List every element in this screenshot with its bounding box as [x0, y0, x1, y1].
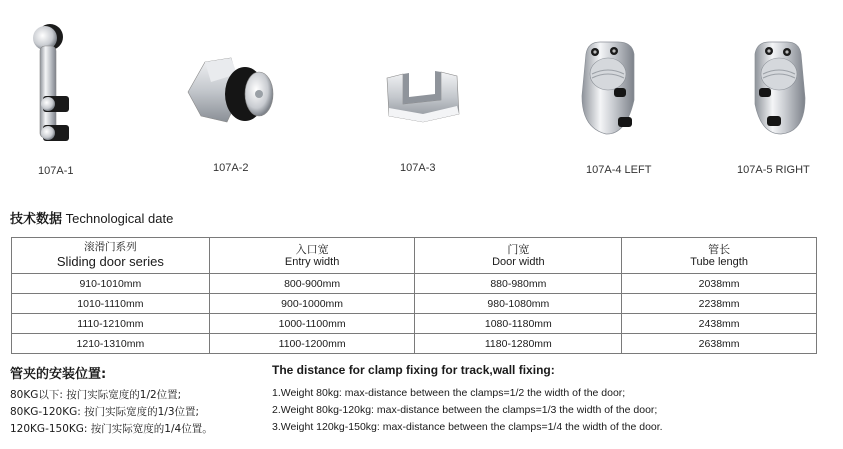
tech-data-title-zh: 技术数据	[10, 212, 63, 227]
header-zh: 管长	[708, 242, 731, 256]
cell-door-width: 1180-1280mm	[415, 334, 622, 354]
product-image-107a-4-left	[578, 40, 640, 140]
header-sliding-door-series	[12, 238, 210, 274]
table-row	[12, 294, 817, 314]
cell-entry-width: 1100-1200mm	[209, 334, 415, 354]
product-label-107a-4-left: 107A-4 LEFT	[586, 164, 652, 176]
header-zh: 门宽	[507, 242, 530, 256]
product-label-107a-1: 107A-1	[38, 165, 74, 177]
cell-door-width: 980-1080mm	[415, 294, 622, 314]
header-tube-length	[622, 238, 817, 274]
cell-series: 1210-1310mm	[12, 334, 210, 354]
table-row	[12, 314, 817, 334]
header-door-width	[415, 238, 622, 274]
cell-entry-width: 800-900mm	[209, 274, 415, 294]
clamp-distance-title-en: The distance for clamp fixing for track,wall fixing:	[272, 363, 555, 377]
product-label-107a-5-right: 107A-5 RIGHT	[737, 164, 810, 176]
header-en: Tube length	[690, 255, 748, 268]
header-entry-width	[209, 238, 415, 274]
table-row	[12, 274, 817, 294]
cell-series: 1110-1210mm	[12, 314, 210, 334]
header-en: Door width	[492, 255, 545, 268]
tech-data-title-en: Technological date	[65, 211, 174, 226]
cell-series: 910-1010mm	[12, 274, 210, 294]
clamp-position-line-zh: 120KG-150KG: 按门实际宽度的1/4位置。	[10, 423, 213, 435]
product-label-107a-2: 107A-2	[213, 162, 249, 174]
tech-data-title	[10, 208, 173, 227]
clamp-distance-line-en: 3.Weight 120kg-150kg: max-distance between the clamps=1/4 the width of the door.	[272, 421, 663, 433]
clamp-distance-line-en: 2.Weight 80kg-120kg: max-distance between the clamps=1/3 the width of the door;	[272, 404, 658, 416]
clamp-position-title-zh: 管夹的安装位置:	[10, 367, 107, 382]
product-label-107a-3: 107A-3	[400, 162, 436, 174]
header-en: Sliding door series	[56, 254, 164, 269]
cell-tube-length: 2638mm	[622, 334, 817, 354]
cell-entry-width: 900-1000mm	[209, 294, 415, 314]
product-image-107a-1	[30, 22, 80, 152]
clamp-position-line-zh: 80KG-120KG: 按门实际宽度的1/3位置;	[10, 406, 200, 418]
cell-tube-length: 2438mm	[622, 314, 817, 334]
clamp-distance-line-en: 1.Weight 80kg: max-distance between the clamps=1/2 the width of the door;	[272, 387, 626, 399]
table-row	[12, 334, 817, 354]
clamp-position-line-zh: 80KG以下: 按门实际宽度的1/2位置;	[10, 389, 182, 401]
header-zh: 滚滑门系列	[84, 241, 137, 253]
cell-series: 1010-1110mm	[12, 294, 210, 314]
product-image-107a-5-right	[749, 40, 809, 140]
spec-table-header-row	[12, 238, 817, 274]
spec-table	[11, 237, 817, 354]
header-en: Entry width	[284, 255, 340, 268]
cell-door-width: 880-980mm	[415, 274, 622, 294]
product-image-107a-3	[383, 70, 463, 126]
header-zh: 入口宽	[295, 242, 329, 256]
product-image-107a-2	[183, 52, 283, 132]
cell-door-width: 1080-1180mm	[415, 314, 622, 334]
cell-tube-length: 2038mm	[622, 274, 817, 294]
cell-tube-length: 2238mm	[622, 294, 817, 314]
cell-entry-width: 1000-1100mm	[209, 314, 415, 334]
